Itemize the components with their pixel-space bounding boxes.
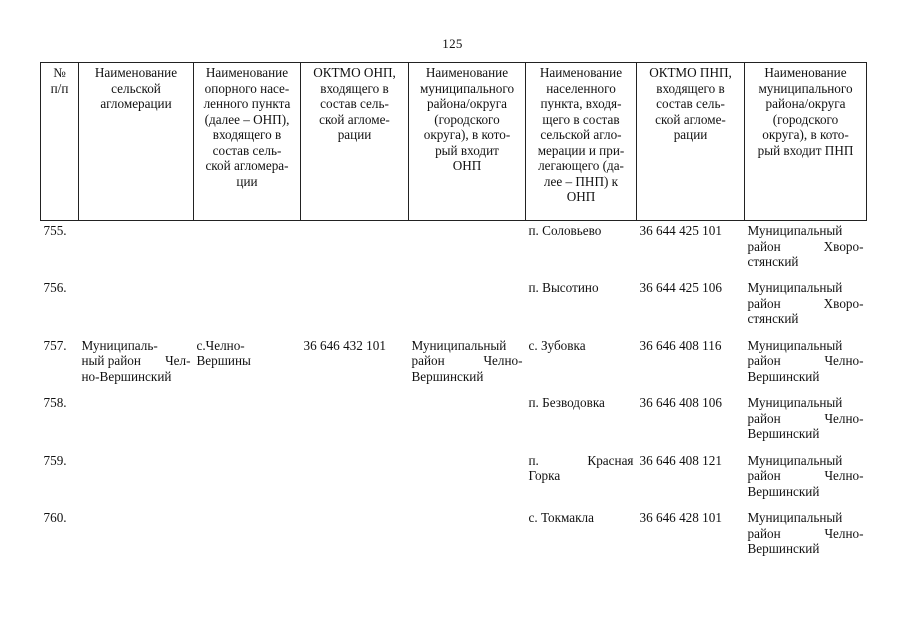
cell-line: стянский — [747, 311, 799, 326]
header-line: опорного насе- — [204, 80, 290, 96]
cell-pnp — [526, 336, 637, 394]
header-line: муниципального — [758, 80, 853, 96]
cell-onp — [194, 336, 301, 394]
header-line: ленного пункта — [203, 96, 291, 111]
header-line: входящего в — [320, 80, 389, 96]
cell-agglomeration — [79, 508, 194, 566]
cell-oktmo-onp — [301, 508, 409, 566]
cell-number: 759. — [43, 452, 67, 468]
cell-district-pnp — [745, 451, 867, 509]
cell-number: 760. — [43, 510, 67, 525]
cell-line: Муниципальный — [747, 395, 843, 410]
header-line: сельской — [111, 80, 161, 96]
cell-onp — [194, 221, 301, 279]
header-line: ской агломера- — [205, 158, 289, 173]
cell-number: 758. — [43, 395, 67, 410]
header-line: агломерации — [100, 96, 172, 111]
header-cell-district-onp — [409, 63, 526, 221]
header-line: (городского — [434, 111, 500, 127]
header-line: (городского — [772, 111, 839, 127]
table-row — [41, 393, 867, 451]
header-line: рый входит ПНП — [757, 142, 854, 158]
cell-oktmo-onp — [301, 221, 409, 279]
header-line: округа), в кото- — [423, 127, 511, 142]
cell-line: Вершинский — [747, 368, 820, 384]
cell-line: с.Челно- — [196, 337, 245, 353]
cell-line: Муниципальный — [411, 337, 507, 353]
cell-line: стянский — [747, 254, 799, 269]
page-number: 125 — [442, 36, 463, 51]
table-body — [41, 221, 867, 566]
cell-line: район Хворо- — [747, 238, 864, 254]
header-line: мерации и при- — [537, 142, 625, 158]
header-line: № — [53, 65, 66, 80]
header-line: ции — [236, 173, 258, 189]
cell-pnp — [526, 508, 637, 566]
cell-district-onp — [409, 451, 526, 509]
cell-line: район Челно- — [747, 468, 864, 483]
cell-district-pnp — [745, 336, 867, 394]
cell-district-onp — [409, 336, 526, 394]
cell-line: п. Безводовка — [528, 395, 605, 410]
cell-line: район Челно- — [747, 525, 864, 541]
cell-line: п. Соловьево — [528, 223, 602, 238]
header-cell-district-pnp — [745, 63, 867, 221]
cell-oktmo-onp — [301, 451, 409, 509]
header-line: п/п — [50, 80, 69, 96]
cell-line: Горка — [528, 468, 561, 483]
cell-oktmo-onp: 36 646 432 101 — [303, 337, 386, 353]
cell-line: Муниципаль- — [81, 337, 158, 353]
header-line: ОКТМО ПНП, — [649, 65, 732, 80]
header-line: Наименование — [205, 65, 289, 80]
header-line: состав сель- — [656, 96, 725, 111]
table-row — [41, 278, 867, 336]
cell-line: п. Красная — [528, 452, 634, 468]
table-row — [41, 336, 867, 394]
cell-pnp — [526, 221, 637, 279]
cell-district-onp — [409, 508, 526, 566]
header-cell-oktmo-pnp — [637, 63, 745, 221]
cell-onp — [194, 278, 301, 336]
header-line: округа), в кото- — [762, 127, 849, 142]
cell-district-onp — [409, 221, 526, 279]
header-line: легающего (да- — [538, 158, 624, 173]
cell-oktmo-onp — [301, 278, 409, 336]
cell-line: Вершинский — [747, 426, 820, 441]
header-line: Наименование — [764, 65, 847, 80]
cell-oktmo-pnp: 36 646 408 106 — [639, 395, 722, 410]
cell-line: Вершинский — [747, 541, 820, 556]
header-line: ской агломе- — [319, 111, 390, 127]
cell-line: ный район Чел- — [81, 353, 191, 368]
header-line: сельской агло- — [540, 127, 622, 142]
cell-oktmo-pnp: 36 646 408 116 — [639, 337, 722, 353]
cell-district-pnp — [745, 221, 867, 279]
header-line: рый входит — [435, 142, 499, 158]
cell-line: район Челно- — [411, 353, 523, 368]
header-cell-oktmo-onp — [301, 63, 409, 221]
cell-number: 757. — [43, 337, 67, 353]
table-row — [41, 451, 867, 509]
header-line: щего в состав — [542, 111, 620, 127]
header-line: муниципального — [419, 80, 515, 96]
cell-oktmo-pnp: 36 646 408 121 — [639, 452, 722, 468]
cell-pnp — [526, 393, 637, 451]
cell-pnp — [526, 451, 637, 509]
table-header-row — [41, 63, 867, 221]
header-line: Наименование — [539, 65, 623, 80]
cell-oktmo-onp — [301, 393, 409, 451]
cell-agglomeration — [79, 336, 194, 394]
header-line: входящего в — [212, 127, 282, 142]
cell-line: район Челно- — [747, 410, 864, 426]
header-line: населенного — [546, 80, 616, 96]
cell-agglomeration — [79, 221, 194, 279]
cell-line: но-Вершинский — [81, 368, 172, 384]
cell-line: район Хворо- — [747, 295, 864, 311]
header-line: рации — [337, 127, 372, 142]
cell-agglomeration — [79, 393, 194, 451]
header-line: ОКТМО ОНП, — [313, 65, 396, 80]
header-line: района/округа — [427, 96, 507, 111]
header-cell-number — [41, 63, 79, 221]
header-line: Наименование — [94, 65, 178, 80]
header-line: пункта, входя- — [540, 96, 622, 111]
cell-onp — [194, 393, 301, 451]
header-line: (далее – ОНП), — [204, 111, 290, 127]
cell-line: Вершины — [196, 353, 251, 368]
cell-line: Муниципальный — [747, 223, 843, 238]
header-line: района/округа — [765, 96, 846, 111]
table-row — [41, 508, 867, 566]
cell-number: 755. — [43, 223, 67, 238]
header-line: состав сель- — [212, 142, 282, 158]
cell-district-pnp — [745, 393, 867, 451]
cell-district-onp — [409, 278, 526, 336]
agglomeration-table — [40, 62, 867, 566]
cell-oktmo-pnp: 36 646 428 101 — [639, 510, 722, 525]
header-line: ОНП — [452, 158, 482, 173]
cell-line: Муниципальный — [747, 280, 843, 295]
cell-oktmo-pnp: 36 644 425 101 — [639, 223, 722, 238]
header-cell-pnp — [526, 63, 637, 221]
cell-line: с. Токмакла — [528, 510, 594, 525]
cell-line: Муниципальный — [747, 452, 843, 468]
cell-line: район Челно- — [747, 353, 864, 368]
cell-line: Муниципальный — [747, 337, 843, 353]
header-line: ской агломе- — [655, 111, 726, 127]
cell-district-pnp — [745, 278, 867, 336]
cell-district-pnp — [745, 508, 867, 566]
cell-oktmo-pnp: 36 644 425 106 — [639, 280, 722, 295]
cell-agglomeration — [79, 451, 194, 509]
cell-line: Муниципальный — [747, 510, 843, 525]
cell-line: Вершинский — [411, 368, 484, 384]
header-line: входящего в — [656, 80, 725, 96]
table-row — [41, 221, 867, 279]
header-cell-agglomeration — [79, 63, 194, 221]
header-line: лее – ПНП) к — [543, 173, 619, 189]
cell-agglomeration — [79, 278, 194, 336]
cell-onp — [194, 508, 301, 566]
header-line: рации — [673, 127, 708, 142]
cell-line: с. Зубовка — [528, 337, 586, 353]
cell-line: п. Высотино — [528, 280, 599, 295]
cell-number: 756. — [43, 280, 67, 295]
cell-onp — [194, 451, 301, 509]
header-line: состав сель- — [320, 96, 389, 111]
cell-pnp — [526, 278, 637, 336]
cell-district-onp — [409, 393, 526, 451]
header-line: ОНП — [566, 189, 596, 204]
header-cell-onp — [194, 63, 301, 221]
header-line: Наименование — [425, 65, 509, 80]
cell-line: Вершинский — [747, 483, 820, 499]
